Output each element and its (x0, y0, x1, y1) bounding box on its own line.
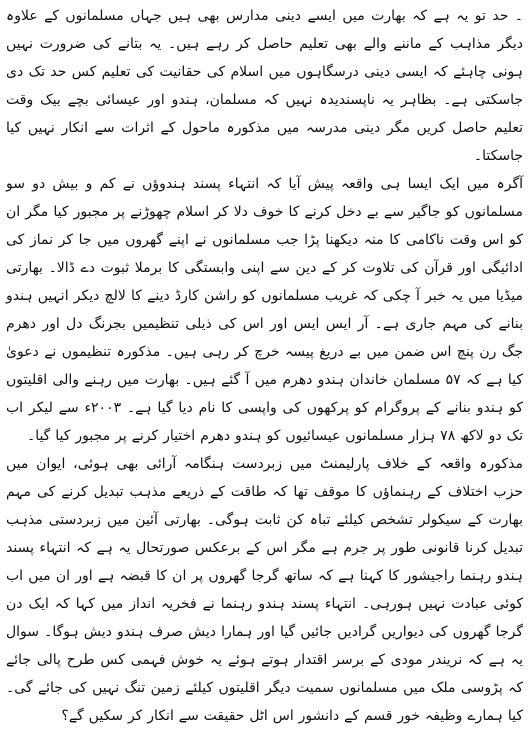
article-paragraph-madaris: ۔ حد تو یہ ہے کہ بھارت میں ایسے دینی مدارس بھی ہیں جہاں مسلمانوں کے علاوہ دیگر مذاہب کے ماننے والے بھی تعلیم حاصل کر رہے ہیں۔ یہ بتانے کی ضرورت نہیں ہونی چاہئے کہ ایسی دینی درسگاہوں میں اسلام کی حقانیت کی تعلیم کس حد تک دی جاسکتی ہے۔ بظاہر یہ ناپسندیدہ نہیں کہ مسلمان، ہندو اور عیسائی بچے بیک وقت تعلیم حاصل کریں مگر دینی مدرسہ میں مذکورہ ماحول کے اثرات سے انکار نہیں کیا جاسکتا۔ (6, 8, 523, 164)
article-paragraph-agra: آگرہ میں ایک ایسا ہی واقعہ پیش آیا کہ انتہاء پسند ہندوؤں نے کم و بیش دو سو مسلمانوں کو جاگیر سے بے دخل کرنے کا خوف دلا کر اسلام چھوڑنے پر مجبور کیا مگر ان کو اس وقت ناکامی کا منہ دیکھنا پڑا جب مسلمانوں نے اپنے گھروں میں جا کر نماز کی ادائیگی اور قرآن کی تلاوت کر کے دین سے اپنی وابستگی کا برملا ثبوت دے ڈالا۔ بھارتی میڈیا میں یہ خبر آ چکی کہ غریب مسلمانوں کو راشن کارڈ دینے کا لالچ دیکر انہیں ہندو بنانے کی مہم جاری ہے۔ آر ایس ایس اور اس کی ذیلی تنظیمیں بجرنگ دل اور دھرم جگ رن پنچ اس ضمن میں بے دریغ پیسہ خرچ کر رہی ہیں۔ مذکورہ تنظیموں نے دعویٰ کیا ہے کہ ۵۷ مسلمان خاندان ہندو دھرم میں آ گئے ہیں۔ بھارت میں رہنے والی اقلیتوں کو ہندو بنانے کے پروگرام کو پرکھوں کی واپسی کا نام دیا گیا ہے۔ ۲۰۰۳ء سے لیکر اب تک دو لاکھ ۷۸ ہزار مسلمانوں عیسائیوں کو ہندو دھرم اختیار کرنے پر مجبور کیا گیا۔ (6, 176, 523, 444)
article-paragraph-parliament: مذکورہ واقعہ کے خلاف پارلیمنٹ میں زبردست ہنگامہ آرائی بھی ہوئی، ایوان میں حزب اختلاف کے رہنماؤں کا موقف تھا کہ طاقت کے ذریعے مذہب تبدیل کرنے کی مہم بھارت کے سیکولر تشخص کیلئے تباہ کن ثابت ہوگی۔ بھارتی آئین میں زبردستی مذہب تبدیل کرنا قانونی طور پر جرم ہے مگر اس کے برعکس صورتحال یہ ہے کہ انتہاء پسند ہندو رہنما راجیشور کا کہنا ہے کہ ساتھ گرجا گھروں پر ان کا قبضہ ہے اور ان میں اب کوئی عبادت نہیں ہورہی۔ انتہاء پسند ہندو رہنما نے فخریہ انداز میں کہا کہ ایک دن گرجا گھروں کی دیواریں گرادیں جائیں گیا اور ہمارا دیش صرف ہندو دیش ہوگا۔ سوال یہ ہے کہ نریندر مودی کے برسر اقتدار ہوتے ہوئے یہ خوش فہمی کس طرح پالی جائے کہ پڑوسی ملک میں مسلمانوں سمیت دیگر اقلیتوں کیلئے زمین تنگ نہیں کی جائے گی۔ کیا ہمارے وظیفہ خور قسم کے دانشور اس اٹل حقیقت سے انکار کر سکیں گے؟ (6, 456, 523, 724)
